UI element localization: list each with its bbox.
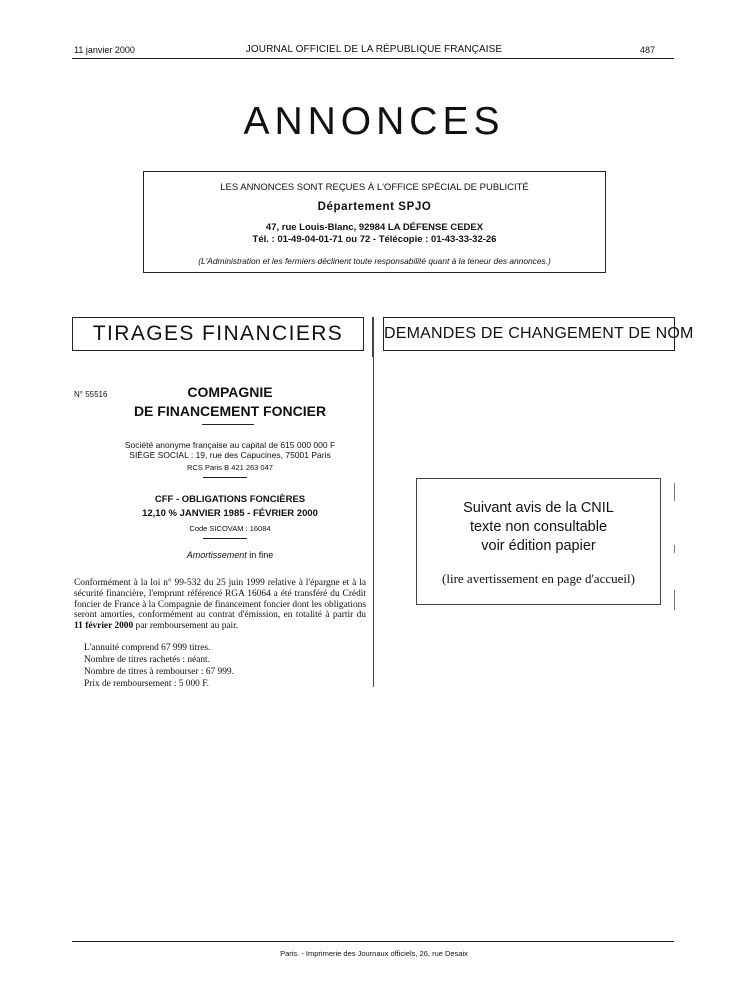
scan-mark — [674, 545, 675, 553]
paragraph-date: 11 février 2000 — [74, 621, 134, 632]
announcement-paragraph — [74, 578, 366, 632]
notice-reception-line: LES ANNONCES SONT REÇUES À L'OFFICE SPÉCIAL DE PUBLICITÉ — [220, 182, 529, 193]
footer-printer: Paris. - Imprimerie des Journaux officiels, 26, rue Desaix — [280, 949, 468, 958]
header-rule — [72, 58, 674, 59]
column-divider-double — [372, 317, 373, 357]
company-rcs: RCS Paris B 421 263 047 — [187, 463, 273, 472]
short-rule — [203, 477, 247, 478]
paragraph-end: par remboursement au pair. — [133, 621, 239, 632]
amortization-label — [90, 550, 370, 560]
section-title-tirages: TIRAGES FINANCIERS — [72, 317, 364, 351]
repurchased-line: Nombre de titres rachetés : néant. — [84, 655, 210, 665]
paragraph-text: Conformément à la loi n° 99-532 du 25 juin 1999 relative à l'épargne et à la sécurité financière, l'emprunt référencé RGA 16064 a été transféré du Crédit foncier de France à la Compagnie de financement foncier dont les obligations seront amorties, conformément au contrat d'émission, en totalité à partir du — [74, 578, 366, 621]
company-capital: Société anonyme française au capital de 615 000 000 F — [124, 440, 336, 450]
footer-rule — [72, 941, 674, 942]
company-name-line1: COMPAGNIE — [187, 384, 273, 400]
publicity-notice-box — [143, 171, 606, 273]
page-title: ANNONCES — [243, 100, 505, 143]
cnil-line1: Suivant avis de la CNIL — [463, 500, 614, 516]
notice-phones: Tél. : 01-49-04-01-71 ou 72 - Télécopie : 01-43-33-32-26 — [252, 234, 497, 245]
header-date: 11 janvier 2000 — [74, 45, 135, 55]
cnil-line3: voir édition papier — [481, 538, 596, 554]
sicovam-code: Code SICOVAM : 16084 — [189, 524, 271, 533]
notice-disclaimer: (L'Administration et les fermiers déclinent toute responsabilité quant à la teneur des annonces.) — [198, 256, 551, 266]
scan-mark — [674, 590, 675, 610]
bond-title-line2: 12,10 % JANVIER 1985 - FÉVRIER 2000 — [142, 508, 318, 519]
section-title-changement-nom: DEMANDES DE CHANGEMENT DE NOM — [383, 317, 675, 351]
scan-mark — [674, 483, 675, 501]
announcement-number: N° 55516 — [74, 390, 108, 399]
redemption-price-line: Prix de remboursement : 5 000 F. — [84, 679, 210, 689]
notice-department: Département SPJO — [317, 201, 432, 213]
notice-address: 47, rue Louis-Blanc, 92984 LA DÉFENSE CEDEX — [265, 222, 484, 233]
short-rule — [203, 538, 247, 539]
short-rule — [202, 424, 254, 425]
cnil-line4: (lire avertissement en page d'accueil) — [442, 571, 635, 586]
bond-title-line1: CFF - OBLIGATIONS FONCIÈRES — [154, 494, 306, 505]
column-divider — [373, 317, 374, 687]
to-redeem-line: Nombre de titres à rembourser : 67 999. — [84, 667, 234, 677]
page-number: 487 — [640, 45, 656, 55]
journal-name: JOURNAL OFFICIEL DE LA RÉPUBLIQUE FRANÇAISE — [245, 44, 503, 55]
amortization-type: in fine — [246, 550, 274, 560]
annuity-line: L'annuité comprend 67 999 titres. — [84, 643, 211, 653]
cnil-redaction-box — [416, 478, 661, 605]
company-name-line2: DE FINANCEMENT FONCIER — [133, 403, 327, 419]
cnil-line2: texte non consultable — [469, 519, 608, 535]
company-siege: SIÈGE SOCIAL : 19, rue des Capucines, 75001 Paris — [129, 450, 331, 460]
amortization-word: Amortissement — [186, 550, 247, 560]
